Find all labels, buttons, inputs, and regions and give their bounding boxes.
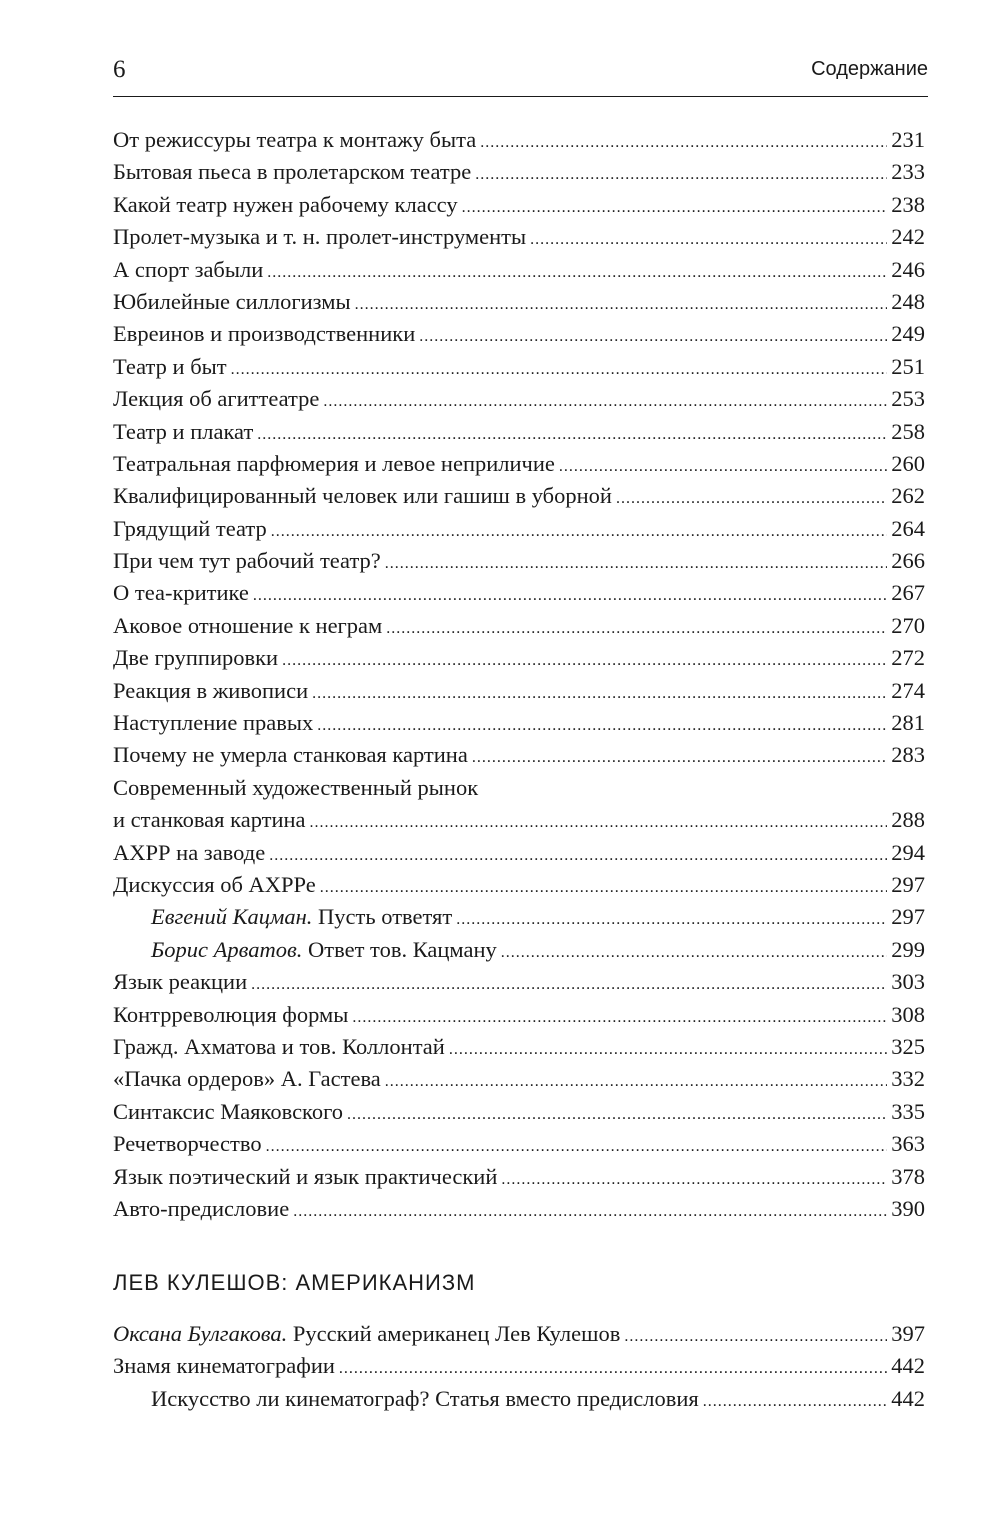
toc-title-text: Ответ тов. Кацману [302, 936, 497, 962]
dot-leader [269, 840, 887, 872]
dot-leader [703, 1386, 888, 1418]
toc-entry [113, 966, 925, 998]
toc-title-text: Русский американец Лев Кулешов [287, 1321, 621, 1346]
toc-entry [113, 837, 925, 869]
toc-page: 233 [891, 159, 925, 185]
toc-page: 281 [891, 710, 925, 736]
toc-title: Какой театр нужен рабочему классу [113, 191, 458, 217]
dot-leader [231, 354, 888, 386]
dot-leader [320, 872, 887, 904]
running-title: Содержание [811, 58, 928, 80]
toc-subentry [113, 901, 925, 933]
toc-entry [113, 1193, 925, 1225]
toc-title: Юбилейные силлогизмы [113, 288, 351, 314]
toc-page: 231 [891, 127, 925, 152]
toc-entry [113, 383, 925, 415]
toc-entry [113, 869, 925, 901]
toc-page: 248 [891, 288, 925, 314]
toc-page: 297 [891, 871, 925, 897]
toc-title: Бытовая пьеса в пролетарском театре [113, 159, 472, 185]
toc-entry [113, 675, 925, 707]
toc-title: Язык реакции [113, 969, 248, 995]
toc-subentry [113, 934, 925, 966]
toc-entry [113, 448, 925, 480]
toc-entry [113, 804, 925, 836]
toc-page: 251 [891, 353, 925, 379]
toc-title: Театральная парфюмерия и левое неприличие [113, 450, 555, 476]
toc-entry [113, 739, 925, 771]
toc-page: 253 [891, 386, 925, 412]
toc-title: Две группировки [113, 645, 279, 671]
toc-entry [113, 545, 925, 577]
dot-leader [419, 321, 887, 353]
dot-leader [352, 1002, 887, 1034]
table-of-contents [113, 124, 925, 1225]
dot-leader [253, 580, 887, 612]
toc-entry [113, 156, 925, 188]
dot-leader [347, 1099, 887, 1131]
dot-leader [385, 1066, 887, 1098]
dot-leader [355, 289, 888, 321]
dot-leader [386, 613, 887, 645]
toc-title: Контрреволюция формы [113, 1001, 349, 1027]
toc-title: «Пачка ордеров» А. Гастева [113, 1066, 381, 1092]
dot-leader [472, 742, 887, 774]
toc-subentry [113, 1383, 925, 1415]
toc-entry [113, 513, 925, 545]
toc-title: Квалифицированный человек или гашиш в уборной [113, 483, 612, 509]
section-heading: ЛЕВ КУЛЕШОВ: АМЕРИКАНИЗМ [113, 1270, 476, 1295]
toc-title-continued: и станковая картина [113, 807, 306, 833]
toc-title: Грядущий театр [113, 515, 267, 541]
toc-page: 238 [891, 191, 925, 217]
dot-leader [266, 1131, 888, 1163]
toc-title: Наступление правых [113, 710, 314, 736]
toc-title: Театр и быт [113, 353, 227, 379]
toc-page: 397 [891, 1321, 925, 1346]
toc-entry [113, 642, 925, 674]
toc-page: 270 [891, 612, 925, 638]
toc-title: При чем тут рабочий театр? [113, 548, 381, 574]
toc-entry [113, 286, 925, 318]
toc-entry [113, 480, 925, 512]
toc-title: Дискуссия об АХРРе [113, 871, 316, 897]
toc-title: А спорт забыли [113, 256, 264, 282]
toc-title [113, 1318, 620, 1350]
toc-page: 308 [891, 1001, 925, 1027]
dot-leader [251, 969, 887, 1001]
dot-leader [501, 1164, 887, 1196]
dot-leader [385, 548, 887, 580]
dot-leader [271, 516, 887, 548]
toc-page: 242 [891, 224, 925, 250]
toc-page: 264 [891, 515, 925, 541]
toc-author: Оксана Булгакова. [113, 1321, 288, 1346]
toc-entry [113, 707, 925, 739]
toc-title: Театр и плакат [113, 418, 254, 444]
toc-page: 332 [891, 1066, 925, 1092]
toc-page: 297 [891, 904, 925, 930]
dot-leader [257, 419, 887, 451]
dot-leader [501, 937, 887, 969]
toc-title: Гражд. Ахматова и тов. Коллонтай [113, 1033, 445, 1059]
dot-leader [462, 192, 888, 224]
dot-leader [293, 1196, 887, 1228]
toc-page: 272 [891, 645, 925, 671]
toc-page: 294 [891, 839, 925, 865]
toc-page: 325 [891, 1033, 925, 1059]
dot-leader [559, 451, 887, 483]
toc-author: Борис Арватов. [151, 936, 303, 962]
page-number: 6 [113, 56, 126, 83]
toc-entry [113, 1031, 925, 1063]
toc-entry [113, 124, 925, 156]
toc-title: Язык поэтический и язык практический [113, 1163, 498, 1189]
dot-leader [312, 678, 887, 710]
toc-title: Авто-предисловие [113, 1195, 290, 1221]
toc-title: Современный художественный рынок [113, 774, 479, 800]
toc-entry [113, 1161, 925, 1193]
toc-entry [113, 351, 925, 383]
toc-title: Речетворчество [113, 1131, 262, 1157]
dot-leader [456, 904, 887, 936]
section-toc [113, 1318, 925, 1415]
toc-title: Знамя кинематографии [113, 1353, 335, 1379]
dot-leader [310, 807, 888, 839]
toc-title: Реакция в живописи [113, 677, 309, 703]
toc-page: 274 [891, 677, 925, 703]
toc-entry [113, 254, 925, 286]
toc-title-text: Пусть ответят [312, 904, 453, 930]
toc-title: АХРР на заводе [113, 839, 266, 865]
toc-entry [113, 1350, 925, 1382]
toc-page: 260 [891, 450, 925, 476]
dot-leader [282, 645, 887, 677]
dot-leader [323, 386, 887, 418]
toc-title: Почему не умерла станковая картина [113, 742, 468, 768]
toc-title: Искусство ли кинематограф? Статья вместо предисловия [151, 1385, 699, 1411]
toc-page: 335 [891, 1098, 925, 1124]
toc-page: 283 [891, 742, 925, 768]
toc-entry-first-line [113, 772, 925, 804]
toc-title: От режиссуры театра к монтажу быта [113, 127, 477, 152]
toc-entry [113, 189, 925, 221]
toc-page: 299 [891, 936, 925, 962]
toc-entry [113, 1128, 925, 1160]
dot-leader [267, 257, 887, 289]
toc-entry [113, 1096, 925, 1128]
page-header [113, 56, 928, 97]
dot-leader [449, 1034, 887, 1066]
dot-leader [616, 483, 887, 515]
toc-page: 442 [891, 1353, 925, 1379]
toc-page: 442 [891, 1385, 925, 1411]
toc-title: Аковое отношение к неграм [113, 612, 383, 638]
dot-leader [475, 159, 887, 191]
dot-leader [530, 224, 887, 256]
dot-leader [624, 1321, 887, 1353]
toc-title [151, 934, 497, 966]
toc-entry [113, 1063, 925, 1095]
toc-title: Синтаксис Маяковского [113, 1098, 344, 1124]
toc-page: 262 [891, 483, 925, 509]
toc-entry [113, 999, 925, 1031]
toc-title: Лекция об агиттеатре [113, 386, 320, 412]
toc-page: 378 [891, 1163, 925, 1189]
toc-page: 390 [891, 1195, 925, 1221]
toc-title: О теа-критике [113, 580, 249, 606]
toc-entry [113, 318, 925, 350]
toc-page: 267 [891, 580, 925, 606]
toc-entry [113, 610, 925, 642]
toc-page: 258 [891, 418, 925, 444]
toc-entry [113, 1318, 925, 1350]
toc-entry [113, 577, 925, 609]
dot-leader [339, 1353, 887, 1385]
toc-page: 303 [891, 969, 925, 995]
toc-entry [113, 221, 925, 253]
toc-page: 249 [891, 321, 925, 347]
toc-author: Евгений Кацман. [151, 904, 313, 930]
toc-page: 246 [891, 256, 925, 282]
toc-page: 266 [891, 548, 925, 574]
toc-title: Евреинов и производственники [113, 321, 416, 347]
toc-page: 288 [891, 807, 925, 833]
toc-page: 363 [891, 1131, 925, 1157]
toc-title: Пролет-музыка и т. н. пролет-инструменты [113, 224, 527, 250]
toc-entry [113, 416, 925, 448]
toc-title [151, 901, 452, 933]
dot-leader [317, 710, 887, 742]
dot-leader [480, 127, 887, 159]
